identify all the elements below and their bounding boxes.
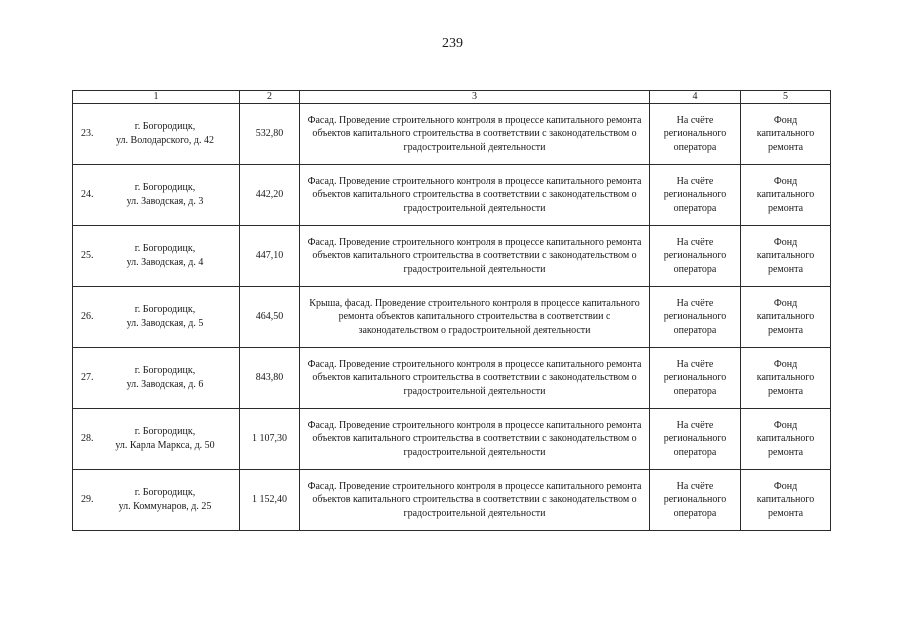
fund-line: Фонд (773, 175, 798, 187)
value-cell: 447,10 (240, 226, 300, 287)
fund-line: ремонта (767, 141, 804, 153)
row-number: 26. (81, 311, 94, 323)
row-number: 23. (81, 128, 94, 140)
fund-cell (741, 409, 831, 470)
row-number: 25. (81, 250, 94, 262)
address-street: ул. Заводская, д. 3 (126, 196, 204, 207)
table-row (73, 470, 831, 531)
fund-cell (741, 226, 831, 287)
account-line: оператора (673, 202, 717, 214)
fund-line: капитального (756, 189, 815, 201)
work-description-cell: Фасад. Проведение строительного контроля в процессе капитального ремонта объектов капитального строительства в соответствии с законодательством о градостроительной деятельности (300, 409, 650, 470)
address-cell (73, 470, 240, 531)
fund-line: капитального (756, 433, 815, 445)
address-street: ул. Заводская, д. 6 (126, 379, 204, 390)
fund-line: ремонта (767, 202, 804, 214)
fund-cell (741, 165, 831, 226)
work-description-cell: Крыша, фасад. Проведение строительного контроля в процессе капитального ремонта объектов капитального строительства в соответствии с законодательством о градостроительной деятельности (300, 287, 650, 348)
fund-cell (741, 104, 831, 165)
fund-line: капитального (756, 250, 815, 262)
address-city: г. Богородицк, (134, 304, 196, 316)
fund-line: ремонта (767, 507, 804, 519)
work-description-cell: Фасад. Проведение строительного контроля в процессе капитального ремонта объектов капитального строительства в соответствии с законодательством о градостроительной деятельности (300, 348, 650, 409)
fund-line: ремонта (767, 446, 804, 458)
account-line: оператора (673, 141, 717, 153)
fund-cell (741, 287, 831, 348)
value-cell: 843,80 (240, 348, 300, 409)
account-line: оператора (673, 385, 717, 397)
value-cell: 1 152,40 (240, 470, 300, 531)
address-cell (73, 104, 240, 165)
work-description-cell: Фасад. Проведение строительного контроля в процессе капитального ремонта объектов капитального строительства в соответствии с законодательством о градостроительной деятельности (300, 165, 650, 226)
account-line: оператора (673, 324, 717, 336)
address-cell (73, 226, 240, 287)
address-street: ул. Володарского, д. 42 (115, 135, 215, 146)
account-line: регионального (663, 433, 727, 445)
work-description-cell: Фасад. Проведение строительного контроля в процессе капитального ремонта объектов капитального строительства в соответствии с законодательством о градостроительной деятельности (300, 226, 650, 287)
fund-line: капитального (756, 311, 815, 323)
account-cell (650, 348, 741, 409)
account-line: На счёте (676, 419, 714, 431)
value-cell: 1 107,30 (240, 409, 300, 470)
work-description-cell: Фасад. Проведение строительного контроля в процессе капитального ремонта объектов капитального строительства в соответствии с законодательством о градостроительной деятельности (300, 104, 650, 165)
address-street: ул. Коммунаров, д. 25 (118, 501, 212, 512)
account-line: На счёте (676, 358, 714, 370)
table-row (73, 348, 831, 409)
account-cell (650, 287, 741, 348)
account-cell (650, 470, 741, 531)
address-cell (73, 165, 240, 226)
fund-line: Фонд (773, 419, 798, 431)
account-line: На счёте (676, 175, 714, 187)
fund-cell (741, 470, 831, 531)
row-number: 24. (81, 189, 94, 201)
fund-line: Фонд (773, 114, 798, 126)
row-number: 29. (81, 494, 94, 506)
column-header: 2 (240, 91, 300, 104)
account-line: На счёте (676, 480, 714, 492)
address-city: г. Богородицк, (134, 426, 196, 438)
fund-line: капитального (756, 494, 815, 506)
work-description-cell: Фасад. Проведение строительного контроля в процессе капитального ремонта объектов капитального строительства в соответствии с законодательством о градостроительной деятельности (300, 470, 650, 531)
account-line: На счёте (676, 297, 714, 309)
value-cell: 442,20 (240, 165, 300, 226)
account-cell (650, 104, 741, 165)
account-line: регионального (663, 250, 727, 262)
account-line: регионального (663, 128, 727, 140)
value-cell: 532,80 (240, 104, 300, 165)
table-row (73, 409, 831, 470)
account-line: регионального (663, 494, 727, 506)
fund-line: ремонта (767, 385, 804, 397)
account-line: оператора (673, 263, 717, 275)
address-city: г. Богородицк, (134, 182, 196, 194)
fund-line: ремонта (767, 263, 804, 275)
account-line: На счёте (676, 114, 714, 126)
account-line: регионального (663, 311, 727, 323)
address-cell (73, 348, 240, 409)
account-cell (650, 226, 741, 287)
column-header: 5 (741, 91, 831, 104)
address-cell (73, 287, 240, 348)
works-table (72, 90, 831, 531)
column-header: 1 (73, 91, 240, 104)
account-line: регионального (663, 372, 727, 384)
account-line: оператора (673, 446, 717, 458)
fund-line: капитального (756, 372, 815, 384)
address-city: г. Богородицк, (134, 365, 196, 377)
table-row (73, 287, 831, 348)
fund-line: капитального (756, 128, 815, 140)
table-row (73, 104, 831, 165)
row-number: 28. (81, 433, 94, 445)
account-line: регионального (663, 189, 727, 201)
account-cell (650, 165, 741, 226)
account-line: На счёте (676, 236, 714, 248)
fund-line: Фонд (773, 358, 798, 370)
column-header: 4 (650, 91, 741, 104)
row-number: 27. (81, 372, 94, 384)
address-street: ул. Карла Маркса, д. 50 (115, 440, 215, 451)
value-cell: 464,50 (240, 287, 300, 348)
address-cell (73, 409, 240, 470)
table-header-row (73, 91, 831, 104)
page-number: 239 (442, 36, 463, 51)
fund-line: Фонд (773, 297, 798, 309)
account-line: оператора (673, 507, 717, 519)
address-street: ул. Заводская, д. 5 (126, 318, 204, 329)
table-row (73, 226, 831, 287)
fund-cell (741, 348, 831, 409)
account-cell (650, 409, 741, 470)
address-city: г. Богородицк, (134, 121, 196, 133)
fund-line: Фонд (773, 236, 798, 248)
address-city: г. Богородицк, (134, 243, 196, 255)
address-street: ул. Заводская, д. 4 (126, 257, 204, 268)
address-city: г. Богородицк, (134, 487, 196, 499)
table-row (73, 165, 831, 226)
column-header: 3 (300, 91, 650, 104)
fund-line: Фонд (773, 480, 798, 492)
fund-line: ремонта (767, 324, 804, 336)
